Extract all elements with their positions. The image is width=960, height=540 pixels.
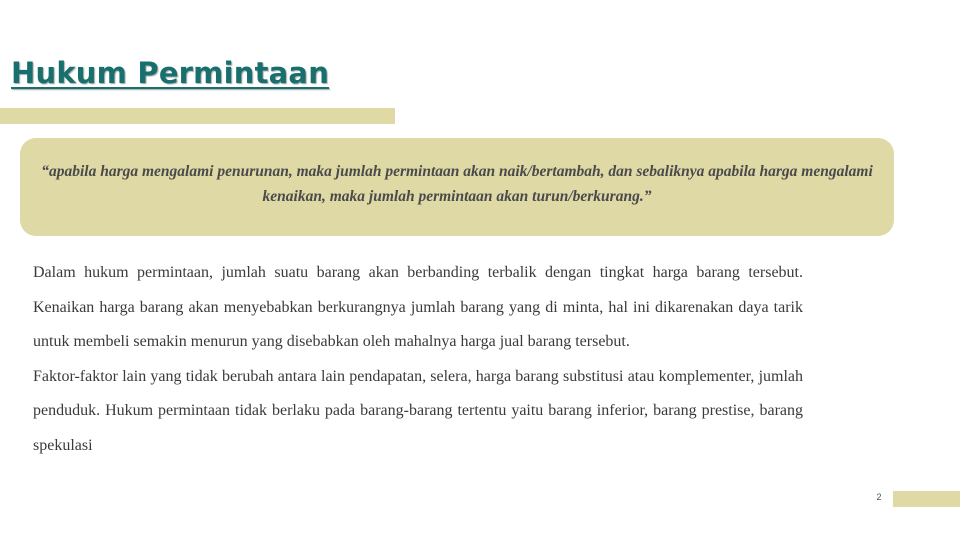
title-accent-bar — [0, 108, 395, 124]
footer-accent-bar — [893, 491, 960, 507]
body-text — [33, 256, 803, 463]
quote-text: “apabila harga mengalami penurunan, maka jumlah permintaan akan naik/bertambah, dan sebaliknya apabila harga mengalami kenaikan, maka jumlah permintaan akan turun/berkurang.” — [41, 163, 873, 205]
paragraph-demand-law: Dalam hukum permintaan, jumlah suatu barang akan berbanding terbalik dengan tingkat harga barang tersebut. Kenaikan harga barang akan menyebabkan berkurangnya jumlah barang yang di minta, hal ini dikarenakan daya tarik untuk membeli semakin menurun yang disebabkan oleh mahalnya harga jual barang tersebut. — [33, 264, 803, 350]
paragraph-other-factors: Faktor-faktor lain yang tidak berubah antara lain pendapatan, selera, harga barang substitusi atau komplementer, jumlah penduduk. Hukum permintaan tidak berlaku pada barang-barang tertentu yaitu barang inferior, barang prestise, barang spekulasi — [33, 367, 803, 454]
slide-title: Hukum Permintaan — [11, 56, 330, 90]
page-number: 2 — [876, 492, 882, 502]
